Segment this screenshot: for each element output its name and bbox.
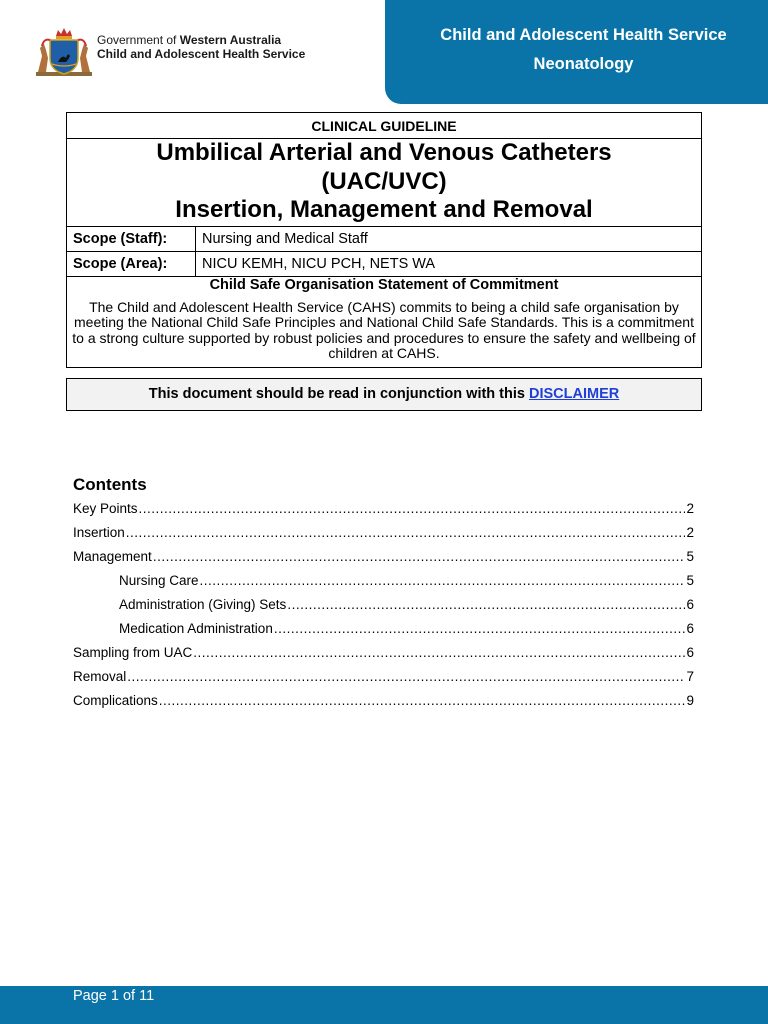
child-safe-text: The Child and Adolescent Health Service (CAHS) commits to being a child safe organisation by meeting the National Child Safe Principles and National Child Safe Standards. This is a commitment to a strong culture supported by robust policies and procedures to ensure the safety and wellbeing of children at CAHS.	[72, 298, 696, 362]
gov-prefix: Government of	[97, 33, 180, 47]
toc-leader	[139, 500, 686, 518]
toc-item-management[interactable]	[73, 548, 694, 572]
toc-item-medication-administration[interactable]	[73, 620, 694, 644]
gov-state: Western Australia	[179, 33, 282, 47]
guideline-header-table	[66, 112, 702, 368]
toc-leader	[200, 572, 686, 590]
toc-item-nursing-care[interactable]	[73, 572, 694, 596]
scope-staff-value: Nursing and Medical Staff	[196, 226, 702, 251]
toc-label: Nursing Care	[119, 573, 199, 588]
toc-item-removal[interactable]	[73, 668, 694, 692]
government-branding	[97, 33, 305, 61]
toc-leader	[153, 548, 686, 566]
disclaimer-link[interactable]: DISCLAIMER	[529, 386, 620, 402]
toc-item-insertion[interactable]	[73, 524, 694, 548]
contents-heading: Contents	[73, 475, 147, 494]
toc-label: Medication Administration	[119, 621, 273, 636]
toc-label: Sampling from UAC	[73, 645, 193, 660]
toc-leader	[274, 620, 686, 638]
toc-item-administration-sets[interactable]	[73, 596, 694, 620]
scope-staff-label: Scope (Staff):	[67, 226, 196, 251]
title-line-2: (UAC/UVC)	[321, 167, 447, 195]
toc-label: Management	[73, 549, 152, 564]
toc-leader	[159, 692, 686, 710]
title-line-3: Insertion, Management and Removal	[175, 196, 593, 223]
child-safe-statement	[67, 276, 702, 367]
title-line-1: Umbilical Arterial and Venous Catheters	[156, 139, 612, 166]
toc-item-key-points[interactable]	[73, 500, 694, 524]
scope-area-value: NICU KEMH, NICU PCH, NETS WA	[196, 251, 702, 276]
scope-area-label: Scope (Area):	[67, 251, 196, 276]
toc-label: Key Points	[73, 501, 138, 516]
disclaimer-box	[66, 378, 702, 411]
toc-page: 2	[686, 501, 694, 516]
toc-label: Complications	[73, 693, 158, 708]
table-of-contents	[73, 500, 694, 716]
toc-page: 9	[686, 693, 694, 708]
toc-leader	[126, 524, 686, 542]
toc-page: 6	[686, 621, 694, 636]
toc-label: Removal	[73, 669, 127, 684]
wa-coat-of-arms-icon	[32, 26, 96, 80]
guideline-type: CLINICAL GUIDELINE	[67, 113, 702, 139]
header-banner	[385, 0, 768, 104]
toc-page: 6	[686, 597, 694, 612]
toc-leader	[287, 596, 685, 614]
footer-bar	[0, 986, 768, 1024]
toc-leader	[127, 668, 685, 686]
toc-label: Administration (Giving) Sets	[119, 597, 287, 612]
toc-page: 5	[686, 573, 694, 588]
document-title	[67, 139, 702, 227]
child-safe-title: Child Safe Organisation Statement of Commitment	[209, 276, 559, 293]
toc-item-complications[interactable]	[73, 692, 694, 716]
gov-department: Child and Adolescent Health Service	[97, 47, 306, 61]
toc-label: Insertion	[73, 525, 125, 540]
banner-service: Child and Adolescent Health Service	[440, 26, 727, 44]
page-number: Page 1 of 11	[73, 988, 155, 1004]
toc-leader	[193, 644, 685, 662]
banner-specialty: Neonatology	[533, 55, 634, 73]
toc-page: 6	[686, 645, 694, 660]
disclaimer-text: This document should be read in conjunction with this	[148, 386, 529, 402]
toc-page: 7	[686, 669, 694, 684]
toc-page: 2	[686, 525, 694, 540]
toc-item-sampling-from-uac[interactable]	[73, 644, 694, 668]
toc-page: 5	[686, 549, 694, 564]
